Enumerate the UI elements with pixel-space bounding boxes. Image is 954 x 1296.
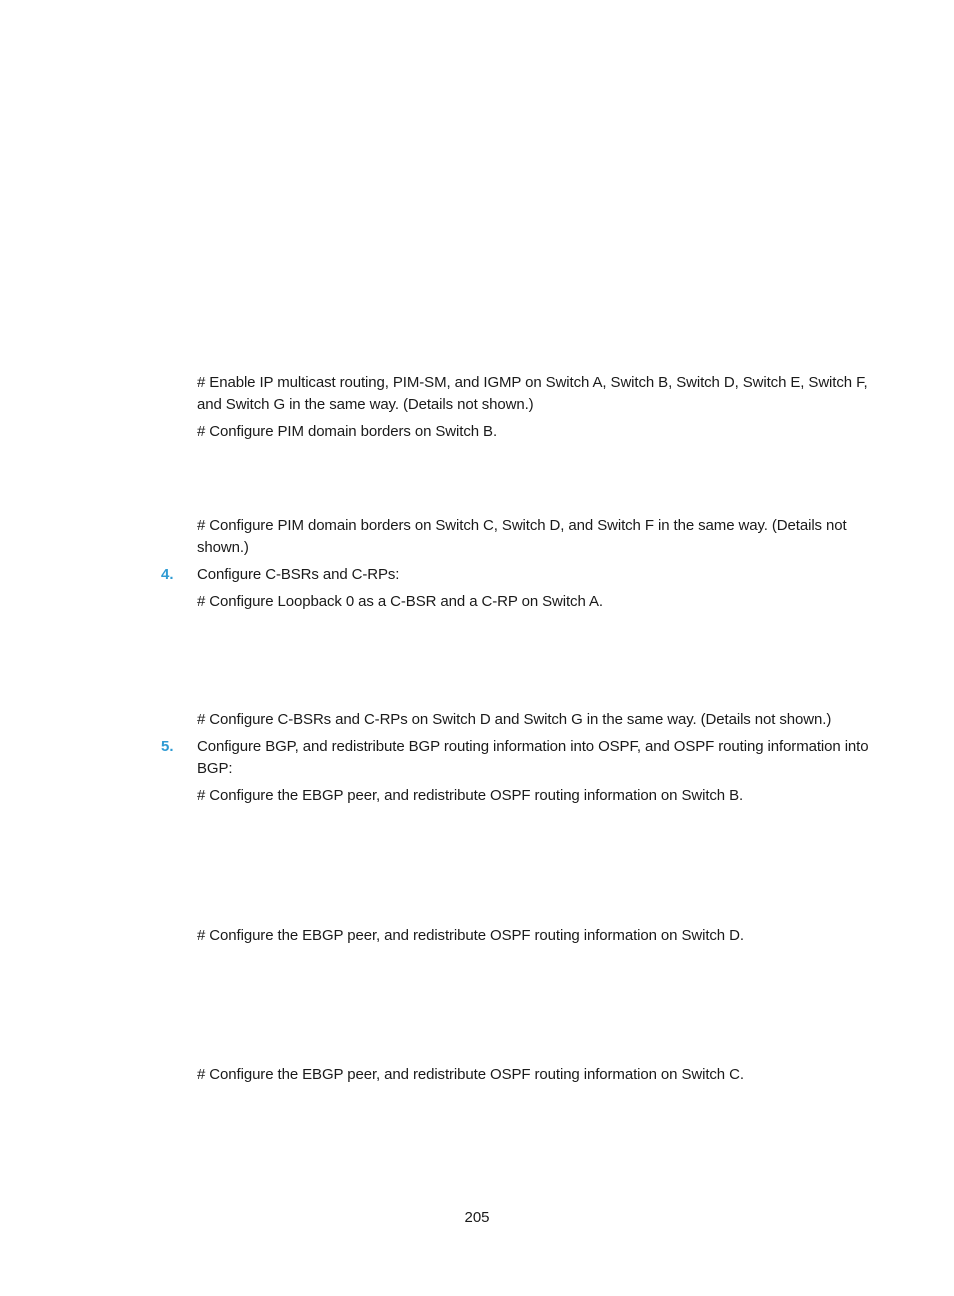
paragraph-enable-multicast: # Enable IP multicast routing, PIM-SM, and IGMP on Switch A, Switch B, Switch D, Switch E, Switch F, and Switch G in the same way. (Details not shown.) — [197, 374, 868, 413]
paragraph-borders-switch-b: # Configure PIM domain borders on Switch B. — [197, 423, 498, 440]
paragraph-ebgp-switch-b: # Configure the EBGP peer, and redistribute OSPF routing information on Switch B. — [197, 787, 744, 804]
step-number-5: 5. — [161, 738, 174, 755]
step-text-5: Configure BGP, and redistribute BGP routing information into OSPF, and OSPF routing information into BGP: — [197, 738, 869, 777]
paragraph-loopback-switch-a: # Configure Loopback 0 as a C-BSR and a C-RP on Switch A. — [197, 593, 603, 610]
paragraph-borders-others: # Configure PIM domain borders on Switch C, Switch D, and Switch F in the same way. (Details not shown.) — [197, 517, 847, 556]
step-text-4: Configure C-BSRs and C-RPs: — [197, 566, 400, 583]
page-number: 205 — [464, 1209, 490, 1226]
paragraph-ebgp-switch-d: # Configure the EBGP peer, and redistribute OSPF routing information on Switch D. — [197, 927, 744, 944]
step-number-4: 4. — [161, 566, 174, 583]
paragraph-cbsr-others: # Configure C-BSRs and C-RPs on Switch D and Switch G in the same way. (Details not shown.) — [197, 711, 832, 728]
paragraph-ebgp-switch-c: # Configure the EBGP peer, and redistribute OSPF routing information on Switch C. — [197, 1066, 744, 1083]
